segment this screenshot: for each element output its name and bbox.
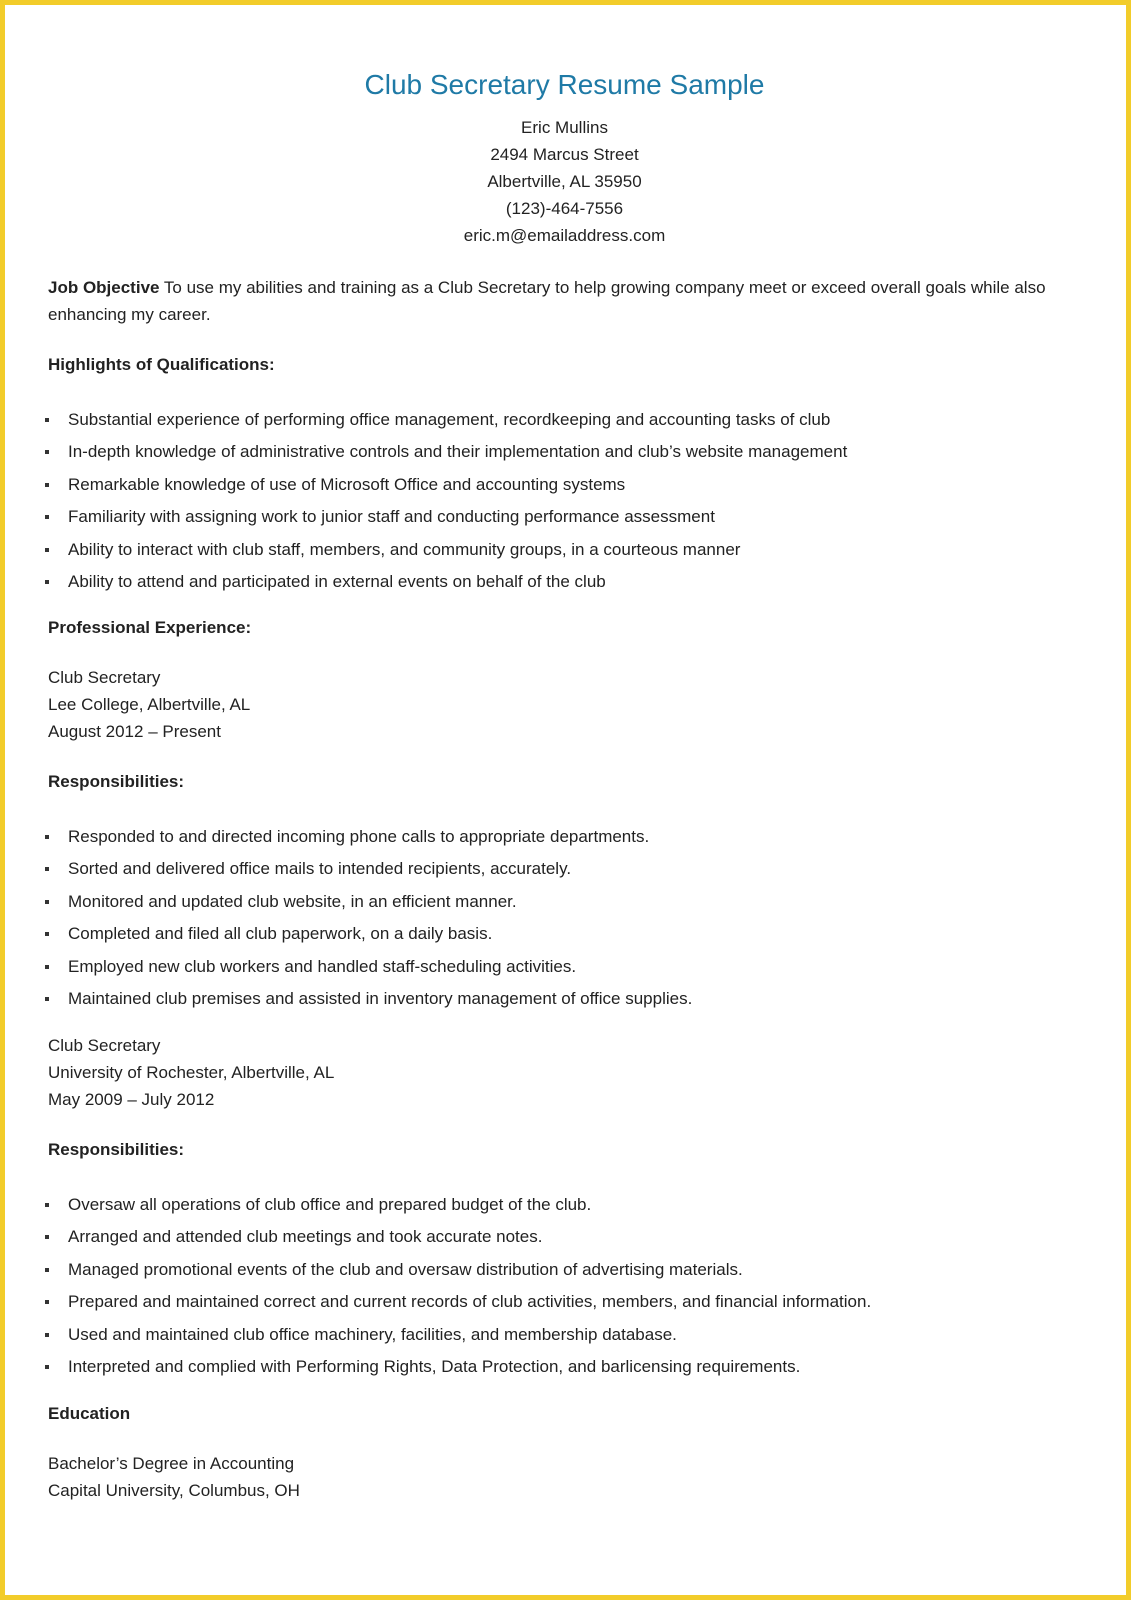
objective-text: To use my abilities and training as a Club Secretary to help growing company meet or exceed overall goals while also enhancing my career.: [48, 278, 1046, 324]
bullet-icon: [45, 1268, 49, 1272]
list-item: Monitored and updated club website, in an efficient manner.: [48, 888, 1088, 920]
contact-city: Albertville, AL 35950: [487, 172, 642, 191]
bullet-icon: [45, 867, 49, 871]
job-dates: August 2012 – Present: [48, 722, 221, 741]
bullet-icon: [45, 1235, 49, 1239]
bullet-icon: [45, 418, 49, 422]
list-item: Completed and filed all club paperwork, on a daily basis.: [48, 920, 1088, 952]
bullet-icon: [45, 1300, 49, 1304]
bullet-icon: [45, 548, 49, 552]
education-heading: Education: [48, 1404, 131, 1423]
bullet-icon: [45, 835, 49, 839]
job-1-responsibilities: [48, 823, 1088, 1017]
list-item: Ability to attend and participated in external events on behalf of the club: [48, 568, 1088, 600]
list-item: Substantial experience of performing office management, recordkeeping and accounting tasks of club: [48, 406, 1088, 438]
bullet-icon: [45, 900, 49, 904]
job-title: Club Secretary: [48, 668, 161, 687]
responsibilities-heading: Responsibilities:: [48, 1140, 185, 1159]
list-item: Remarkable knowledge of use of Microsoft Office and accounting systems: [48, 471, 1088, 503]
experience-heading: Professional Experience:: [48, 618, 252, 637]
job-objective: [48, 274, 1088, 328]
bullet-icon: [45, 1333, 49, 1337]
education-info: [48, 1450, 1088, 1504]
page-title: Club Secretary Resume Sample: [364, 69, 765, 100]
list-item: Ability to interact with club staff, members, and community groups, in a courteous manner: [48, 536, 1088, 568]
list-item: Sorted and delivered office mails to intended recipients, accurately.: [48, 855, 1088, 887]
list-item: Maintained club premises and assisted in inventory management of office supplies.: [48, 985, 1088, 1017]
contact-block: [48, 114, 1081, 249]
list-item: Responded to and directed incoming phone calls to appropriate departments.: [48, 823, 1088, 855]
list-item: Managed promotional events of the club and oversaw distribution of advertising materials.: [48, 1256, 1088, 1288]
job-organization: Lee College, Albertville, AL: [48, 695, 251, 714]
list-item: Prepared and maintained correct and current records of club activities, members, and financial information.: [48, 1288, 1088, 1320]
education-school: Capital University, Columbus, OH: [48, 1481, 300, 1500]
highlights-heading: Highlights of Qualifications:: [48, 355, 275, 374]
bullet-icon: [45, 932, 49, 936]
list-item: Arranged and attended club meetings and took accurate notes.: [48, 1223, 1088, 1255]
contact-name: Eric Mullins: [521, 118, 608, 137]
job-title: Club Secretary: [48, 1036, 161, 1055]
bullet-icon: [45, 450, 49, 454]
contact-phone: (123)-464-7556: [505, 199, 624, 218]
responsibilities-heading: Responsibilities:: [48, 772, 185, 791]
list-item: Employed new club workers and handled staff-scheduling activities.: [48, 953, 1088, 985]
bullet-icon: [45, 580, 49, 584]
education-degree: Bachelor’s Degree in Accounting: [48, 1454, 295, 1473]
objective-label: Job Objective: [48, 278, 160, 297]
bullet-icon: [45, 515, 49, 519]
job-2-info: [48, 1032, 1088, 1113]
contact-email: eric.m@emailaddress.com: [463, 226, 666, 245]
list-item: Familiarity with assigning work to junior staff and conducting performance assessment: [48, 503, 1088, 535]
job-1-info: [48, 664, 1088, 745]
job-organization: University of Rochester, Albertville, AL: [48, 1063, 335, 1082]
job-dates: May 2009 – July 2012: [48, 1090, 215, 1109]
list-item: Oversaw all operations of club office and prepared budget of the club.: [48, 1191, 1088, 1223]
bullet-icon: [45, 1203, 49, 1207]
bullet-icon: [45, 997, 49, 1001]
highlights-list: [48, 406, 1088, 600]
list-item: Interpreted and complied with Performing Rights, Data Protection, and barlicensing requirements.: [48, 1353, 1088, 1385]
bullet-icon: [45, 483, 49, 487]
list-item: In-depth knowledge of administrative controls and their implementation and club’s website management: [48, 438, 1088, 470]
bullet-icon: [45, 1365, 49, 1369]
bullet-icon: [45, 965, 49, 969]
list-item: Used and maintained club office machinery, facilities, and membership database.: [48, 1321, 1088, 1353]
contact-street: 2494 Marcus Street: [490, 145, 639, 164]
job-2-responsibilities: [48, 1191, 1088, 1385]
